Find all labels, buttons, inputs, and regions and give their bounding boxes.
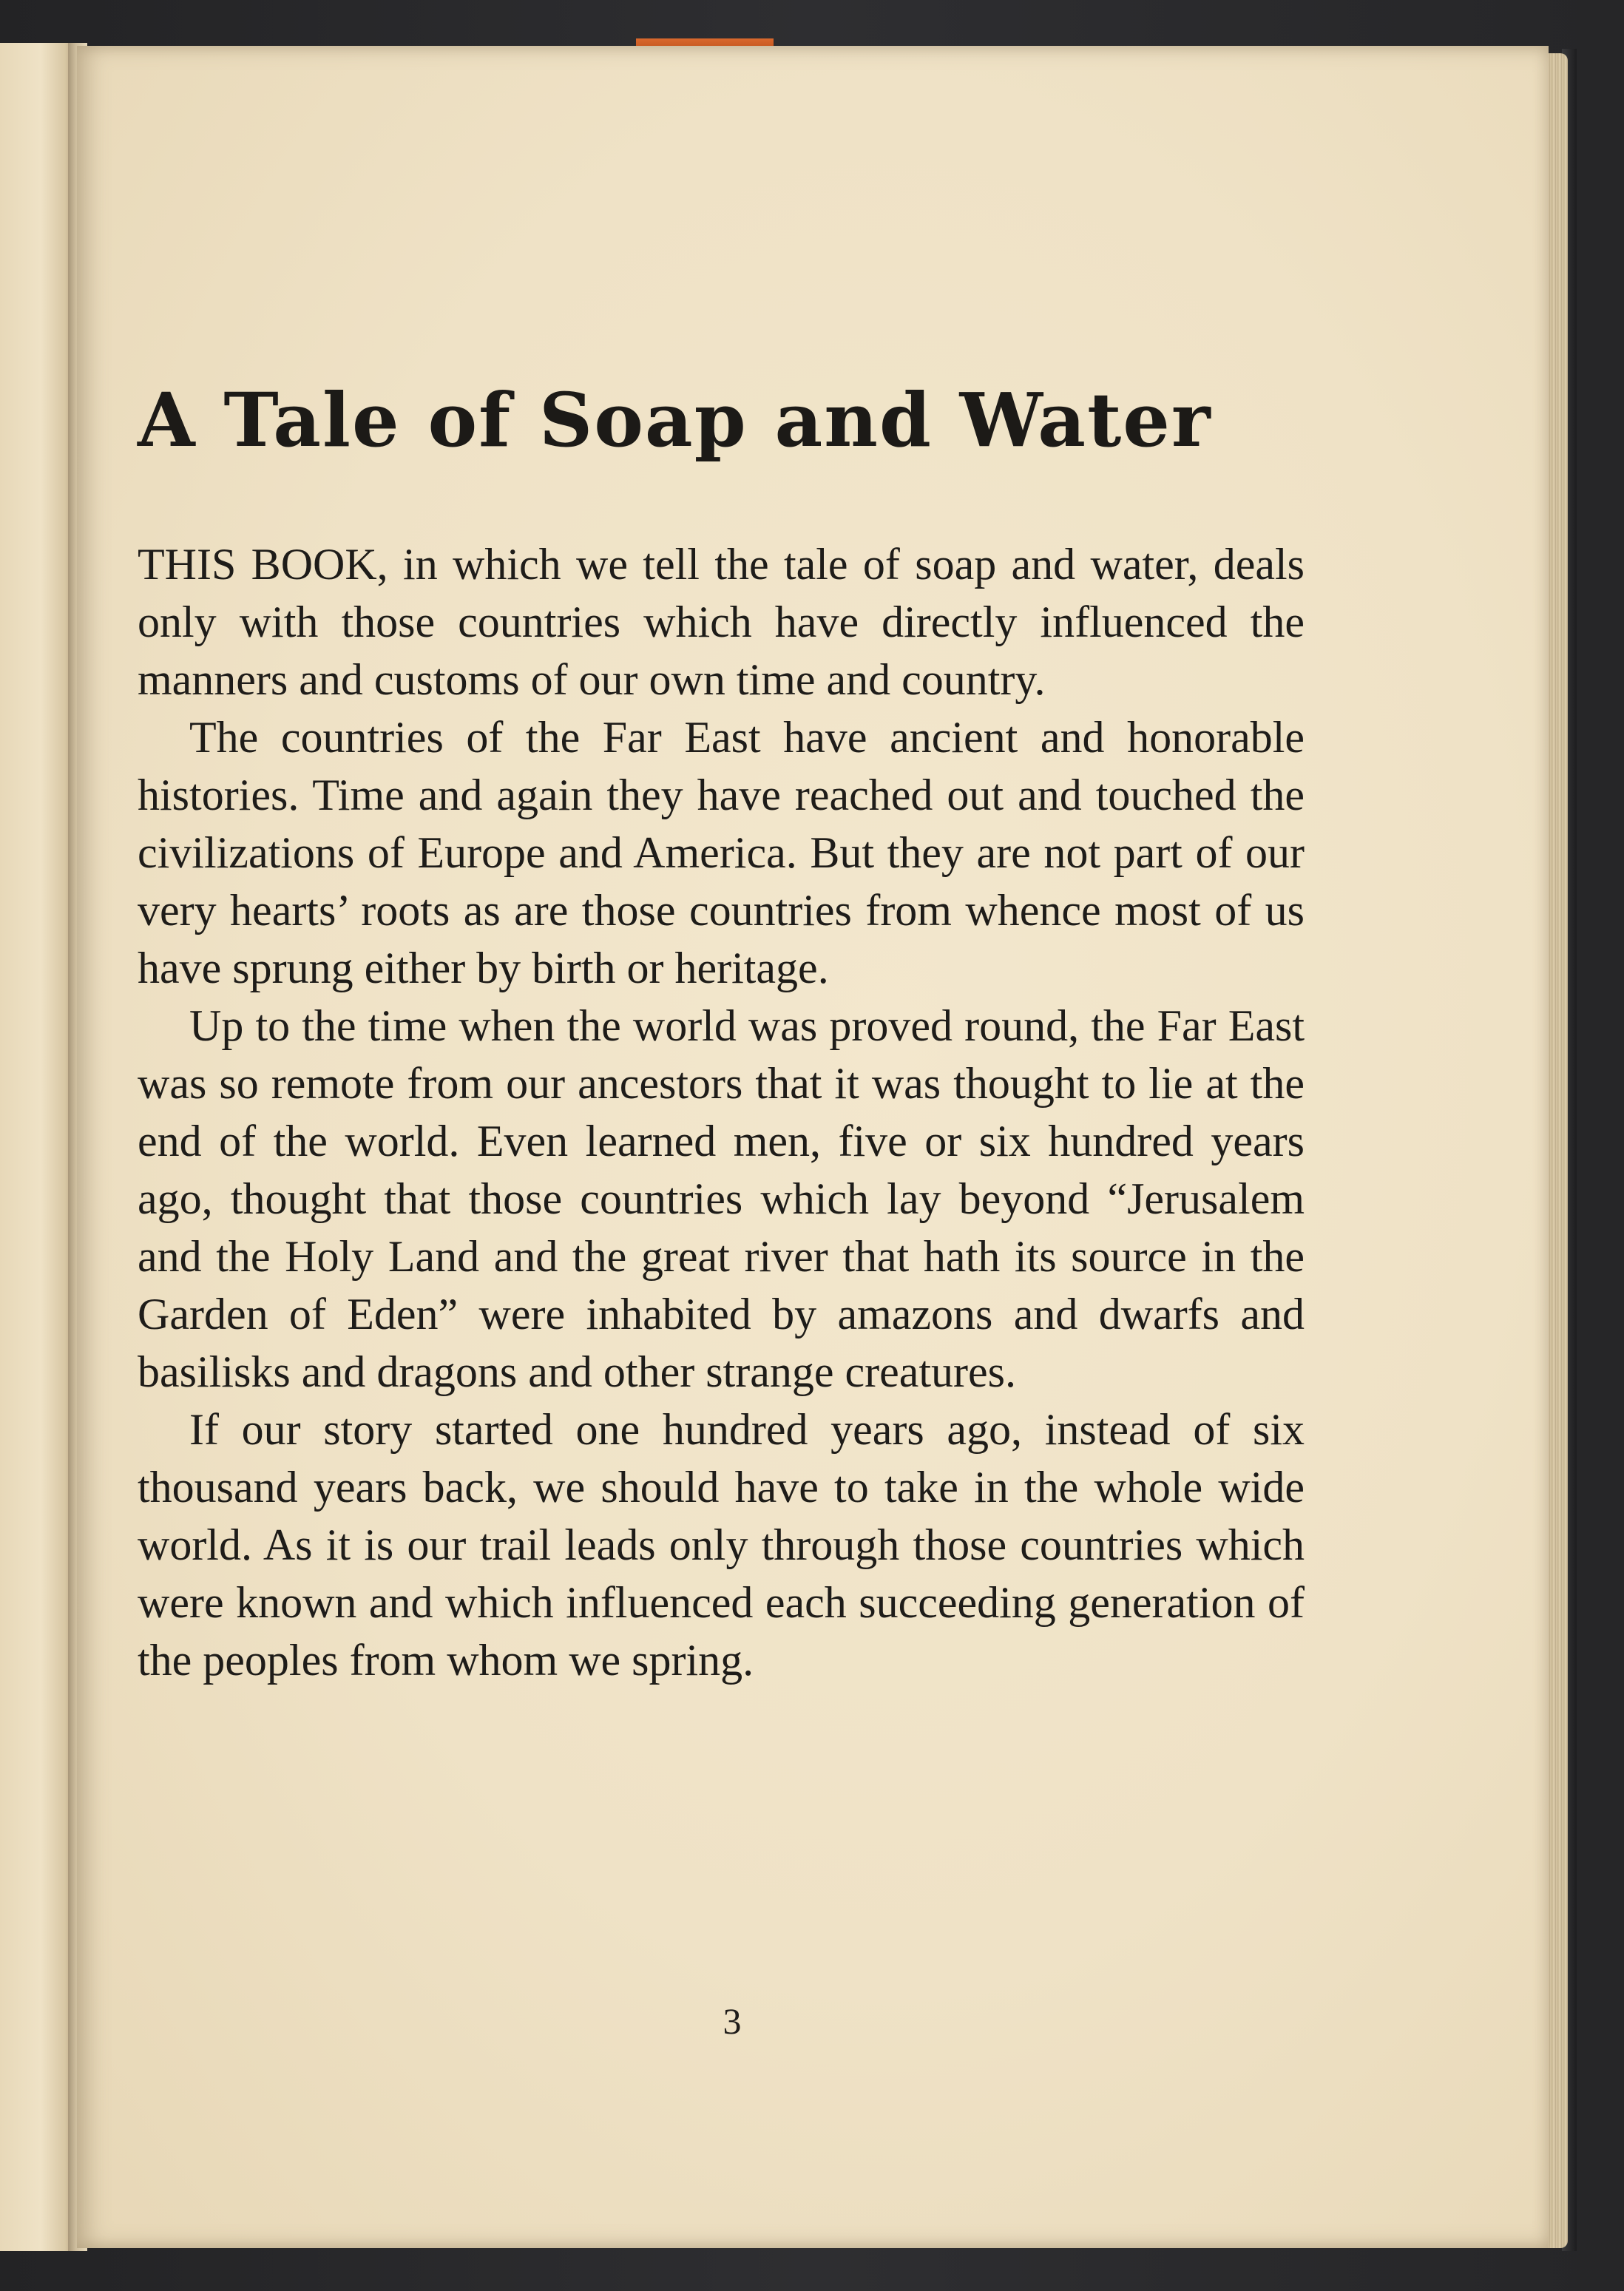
paragraph: Up to the time when the world was proved round, the Far East was so remote from our ancestors that it was thought to lie at the end of the world. Even learned men, five or six hundred years ago, thought that those countries which lay beyond “Jerusalem and the Holy Land and the great river that hath its source in the Garden of Eden” were inhabited by amazons and dwarfs and basilisks and dragons and other strange creatures. [138,1001,1305,1396]
facing-page-edge [0,43,74,2251]
paragraph: THIS BOOK, in which we tell the tale of soap and water, deals only with those countries which have directly influenced the manners and customs of our own time and country. [138,540,1305,704]
paragraph: The countries of the Far East have ancient and honorable histories. Time and again they have reached out and touched the civilizations of Europe and America. But they are not part of our very hearts’ roots as are those countries from whence most of us have sprung either by birth or heritage. [138,713,1305,992]
paragraph: If our story started one hundred years ago, instead of six thousand years back, we should have to take in the whole wide world. As it is our trail leads only through those countries which were known and which influenced each succeeding generation of the peoples from whom we spring. [138,1405,1305,1685]
page-number: 3 [723,2000,742,2042]
page-title: A Tale of Soap and Water [138,376,1212,464]
page-body [138,535,1305,1689]
